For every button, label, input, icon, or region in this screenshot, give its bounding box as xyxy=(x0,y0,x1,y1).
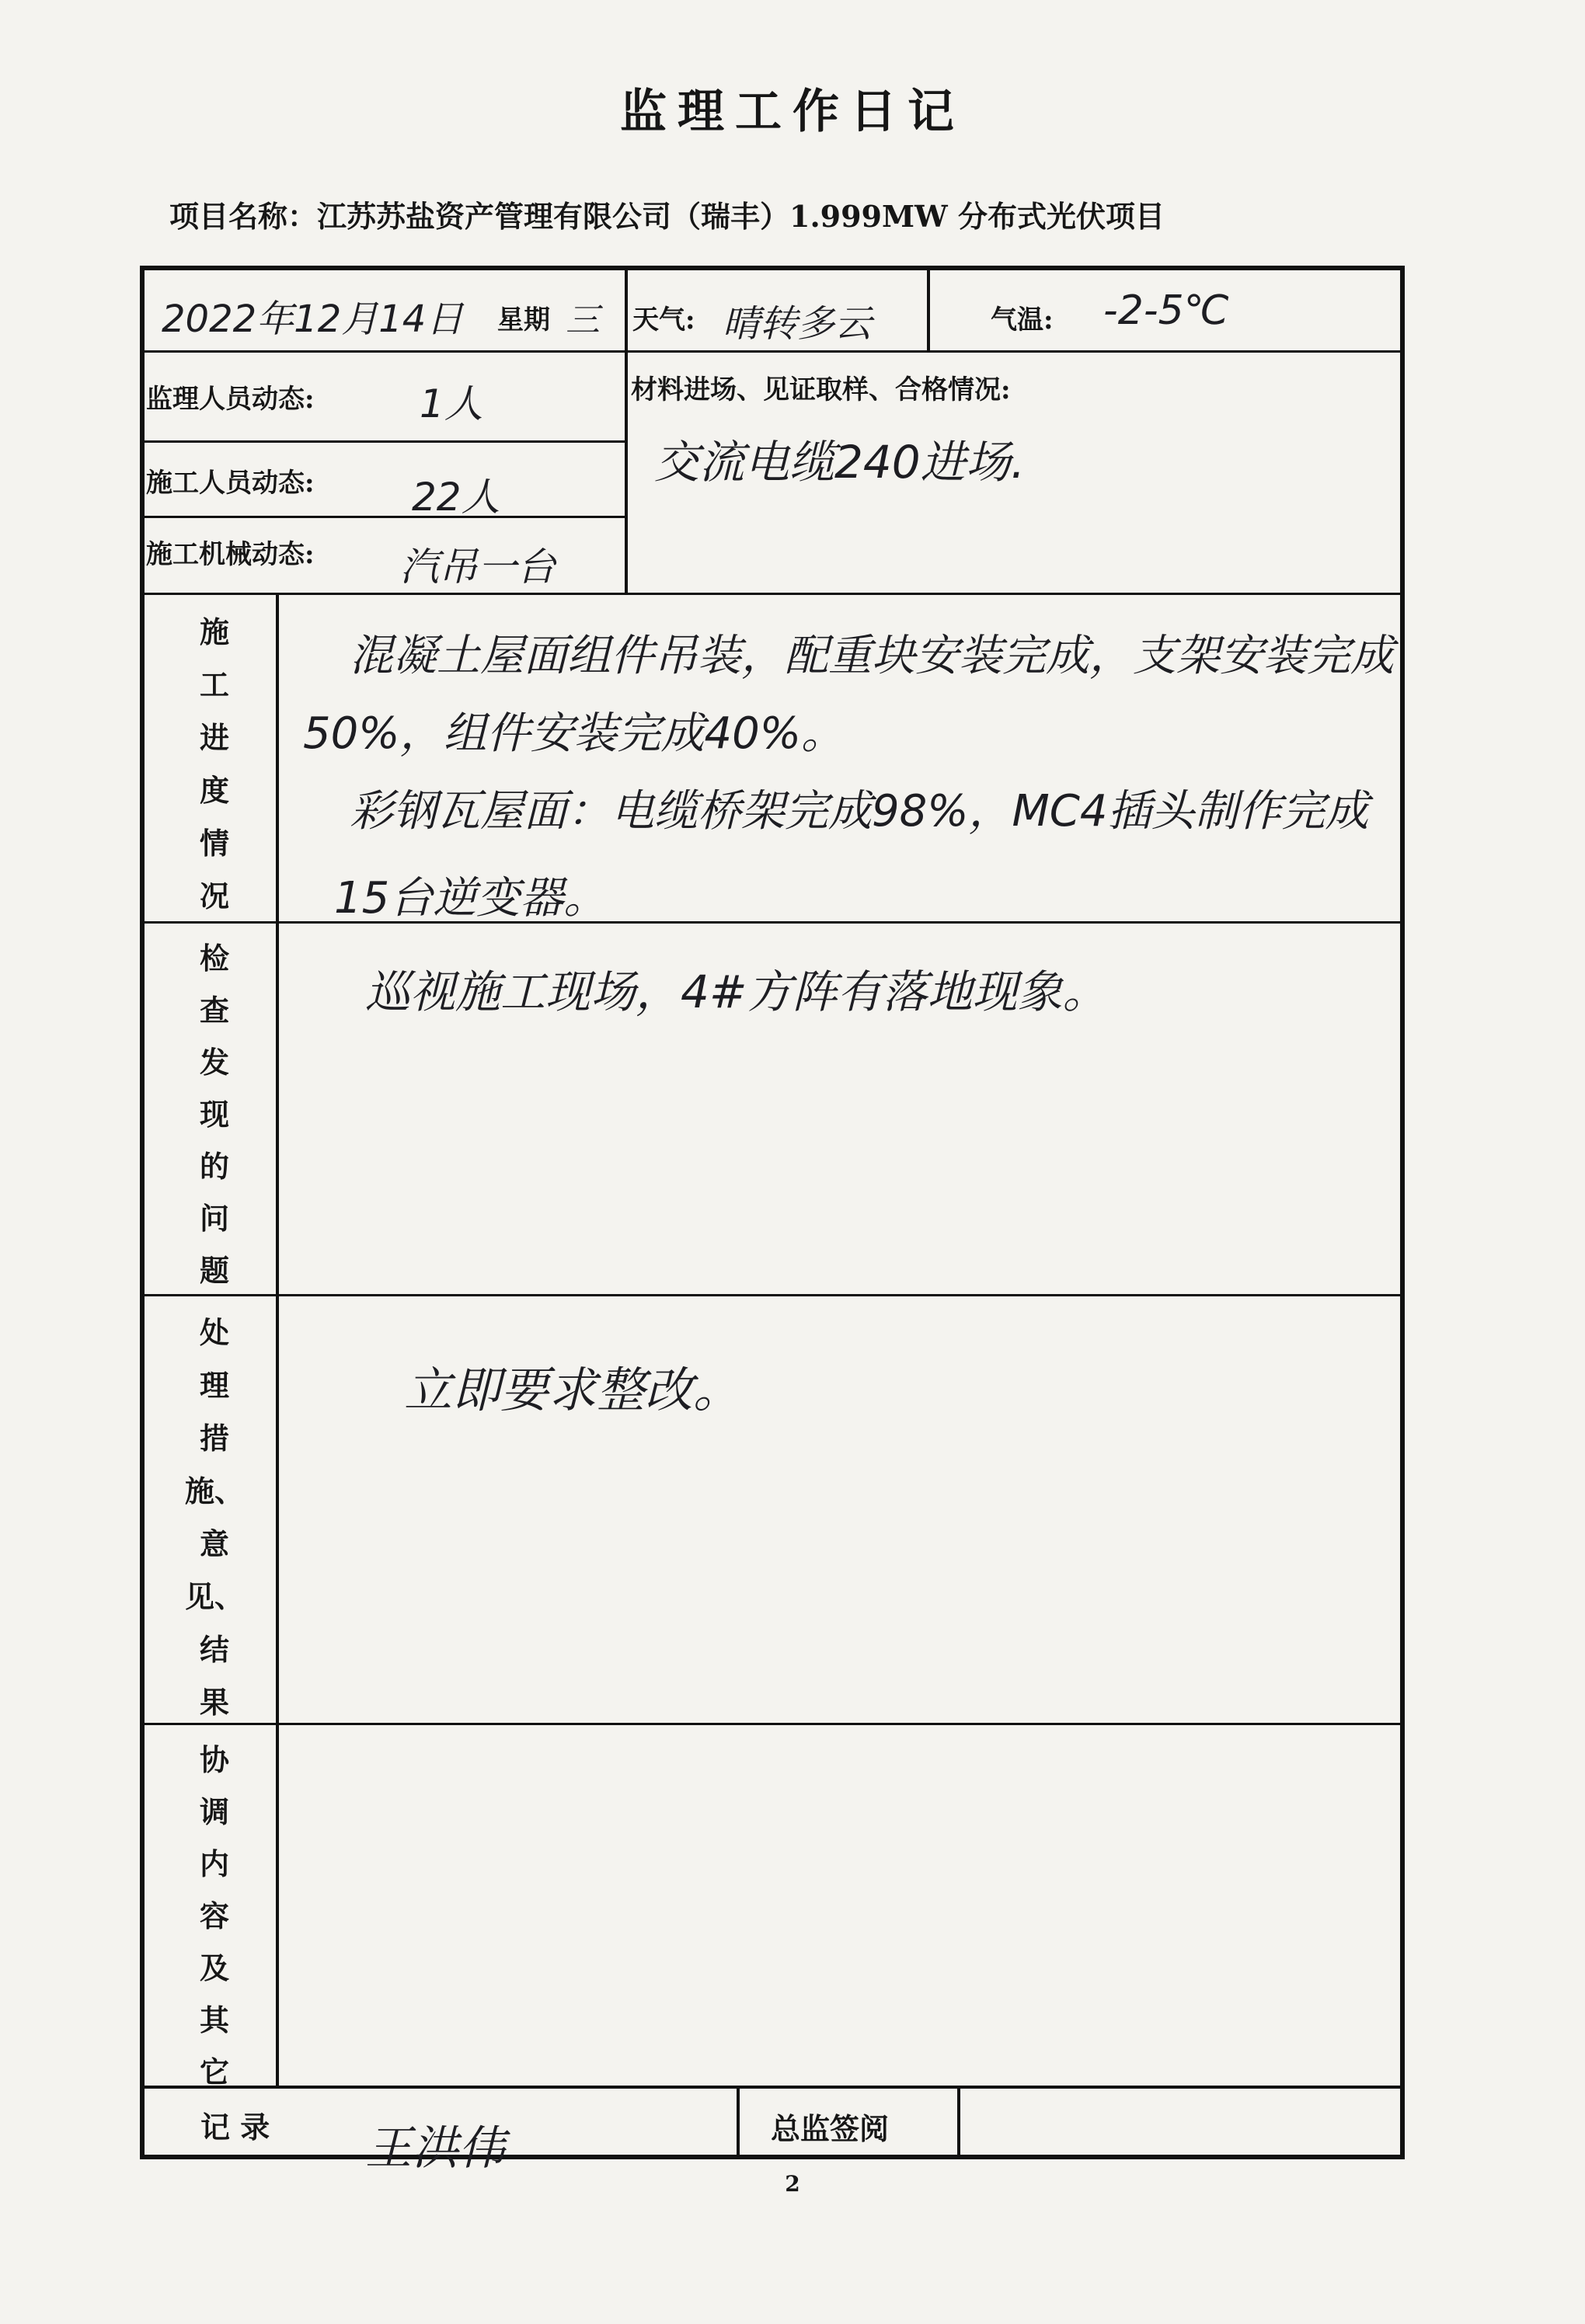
material-value: 交流电缆240进场. xyxy=(654,436,1026,489)
date-value: 2022年12月14日 xyxy=(162,297,464,341)
page-number: 2 xyxy=(785,2171,800,2197)
temp-value: -2-5℃ xyxy=(1103,287,1230,334)
project-name: 项目名称：江苏苏盐资产管理有限公司（瑞丰）1.999MW 分布式光伏项目 xyxy=(169,199,1165,234)
machine-label: 施工机械动态: xyxy=(146,539,315,570)
weekday-value: 三 xyxy=(566,301,600,340)
handling-section-label: 处 理 措 施、 意 见、 结 果 xyxy=(184,1315,244,1720)
weather-value: 晴转多云 xyxy=(723,302,873,346)
progress-line-1: 混凝土屋面组件吊装，配重块安装完成，支架安装完成 xyxy=(350,631,1394,681)
issues-text: 巡视施工现场，4#方阵有落地现象。 xyxy=(365,965,1108,1018)
issues-section-label: 检 查 发 现 的 问 题 xyxy=(199,941,229,1288)
progress-line-2: 50%，组件安装完成40%。 xyxy=(303,708,845,759)
weekday-label: 星期 xyxy=(497,304,550,336)
progress-line-3: 彩钢瓦屋面：电缆桥架完成98%，MC4插头制作完成 xyxy=(350,786,1369,837)
chief-review-label: 总监签阅 xyxy=(771,2111,890,2146)
handling-text: 立即要求整改。 xyxy=(404,1362,742,1418)
progress-section-label: 施 工 进 度 情 况 xyxy=(199,614,229,913)
material-label: 材料进场、见证取样、合格情况: xyxy=(631,374,1011,405)
supervisor-value: 1人 xyxy=(420,381,483,426)
supervisor-label: 监理人员动态: xyxy=(146,384,315,415)
coordination-section-label: 协 调 内 容 及 其 它 xyxy=(199,1742,229,2089)
weather-label: 天气: xyxy=(632,304,695,336)
progress-line-4: 15台逆变器。 xyxy=(334,873,608,924)
worker-label: 施工人员动态: xyxy=(146,468,315,499)
record-signature: 王洪伟 xyxy=(365,2121,505,2176)
page-title: 监理工作日记 xyxy=(620,85,965,139)
temp-label: 气温: xyxy=(991,304,1054,336)
record-label: 记 录 xyxy=(200,2110,270,2145)
machine-value: 汽吊一台 xyxy=(400,544,556,590)
worker-value: 22人 xyxy=(412,475,500,520)
